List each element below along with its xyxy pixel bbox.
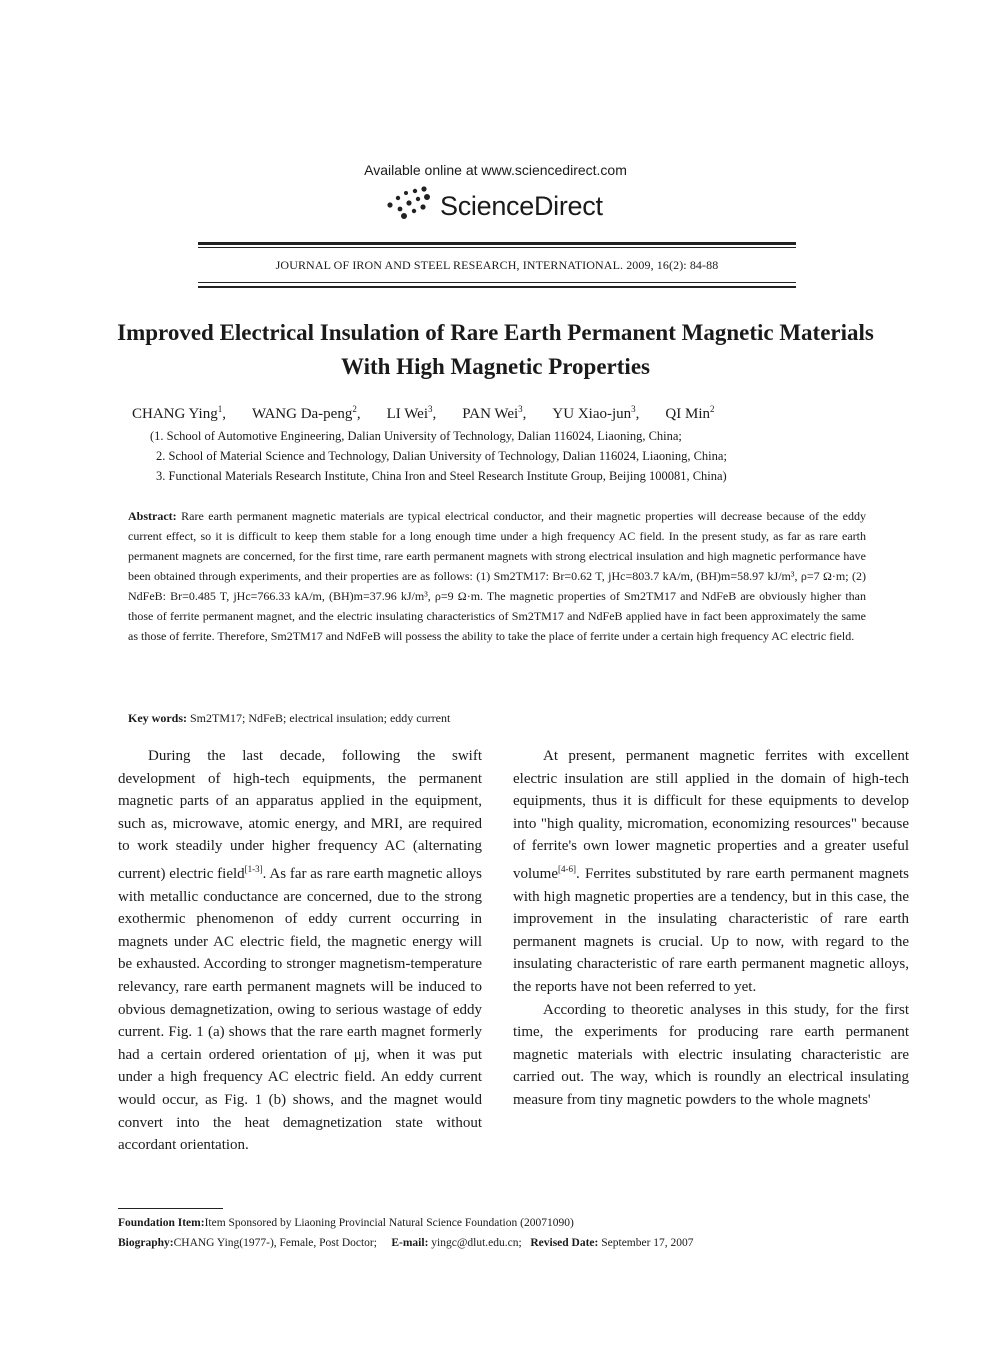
top-rule-thin [198,247,796,248]
affiliation-2: 2. School of Material Science and Technology, Dalian University of Technology, Dalian 116024, Liaoning, China; [156,449,727,463]
author-separator: , [522,406,527,422]
author [132,404,226,423]
author-affiliation-mark: 2 [352,404,357,414]
author-name: QI Min [665,406,711,422]
body-column-right [513,745,909,1112]
bottom-rule-thin [198,282,796,283]
author [552,404,639,423]
abstract [128,506,866,646]
biography-footnote [118,1237,694,1249]
revised-date-label: Revised Date: [530,1237,599,1249]
author-name: YU Xiao-jun [552,406,632,422]
author-separator: , [635,406,640,422]
author-name: PAN Wei [462,406,519,422]
author [665,404,714,423]
paragraph-text: . As far as rare earth magnetic alloys with metallic conductance are concerned, due to the strong exothermic phenomenon of eddy current occurring in magnets under AC electric field, the magnetic energy will be exhausted. According to stronger magnetism-temperature relevancy, rare earth permanent magnets will be induced to obvious demagnetization, owing to serious wastage of eddy current. Fig. 1 (a) shows that the rare earth magnet formerly had a certain ordered orientation of μj, when it was put under a high frequency AC electric field. An eddy current would occur, as Fig. 1 (b) shows, and the magnet would convert into the heat demagnetization state without accordant orientation. [118,865,483,1154]
citation: [1-3] [244,863,263,874]
paper-title: Improved Electrical Insulation of Rare Earth Permanent Magnetic Materials With High Magnetic Properties [117,320,874,379]
author-affiliation-mark: 1 [217,404,223,414]
author-affiliation-mark: 3 [428,404,433,414]
paragraph [118,745,482,1157]
author [387,404,437,423]
email-text: yingc@dlut.edu.cn; [431,1237,522,1249]
body-column-left [118,745,482,1157]
author-list [132,404,741,423]
email-label: E-mail: [391,1237,429,1249]
paragraph-text: According to theoretic analyses in this study, for the first time, the experiments for producing rare earth permanent magnetic materials with electric insulating characteristic are carried out. The way, which is roundly an electrical insulating measure from tiny magnetic powders to the whole magnets' [513,1001,909,1108]
author-separator: , [432,406,437,422]
author-name: WANG Da-peng [251,406,353,422]
affiliation-3: 3. Functional Materials Research Institute, China Iron and Steel Research Institute Group, Beijing 100081, China) [156,469,727,483]
top-rule-thick [198,242,796,245]
author-name: CHANG Ying [132,406,218,422]
paragraph-text: . Ferrites substituted by rare earth permanent magnets with high magnetic properties are a tendency, but in this case, the improvement in the insulating characteristic of rare earth permanent magnets is crucial. Up to now, with regard to the insulating characteristic of rare earth permanent magnetic alloys, the reports have not been referred to yet. [513,865,909,995]
foundation-footnote [118,1217,574,1229]
abstract-label: Abstract: [128,509,177,523]
author-separator: , [222,406,226,422]
author-separator: , [356,406,361,422]
author-affiliation-mark: 3 [518,404,523,414]
paragraph [513,745,909,999]
sciencedirect-dots-icon [380,183,440,223]
keywords [128,708,866,728]
keywords-text: Sm2TM17; NdFeB; electrical insulation; eddy current [190,711,451,725]
paragraph-text: At present, permanent magnetic ferrites with excellent electric insulation are still applied in the domain of high-tech equipments, thus it is difficult for these equipments to develop into "high quality, micromation, economizing resources" because of ferrite's own lower magnetic properties and a greater useful volume [513,748,909,882]
abstract-text: Rare earth permanent magnetic materials are typical electrical conductor, and their magnetic properties will decrease because of the eddy current effect, so it is difficult to keep them stable for a long enough time under a high frequency AC field. In the present study, as far as rare earth permanent magnets are concerned, for the first time, rare earth permanent magnets with strong electrical insulation and high magnetic performance have been obtained through experiments, and their properties are as follows: (1) Sm2TM17: Br=0.62 T, jHc=803.7 kA/m, (BH)m=58.97 kJ/m³, ρ=7 Ω·m; (2) NdFeB: Br=0.485 T, jHc=766.33 kA/m, (BH)m=37.96 kJ/m³, ρ=9 Ω·m. The magnetic properties of Sm2TM17 and NdFeB are obviously higher than those of ferrite permanent magnet, and the electric insulating characteristics of Sm2TM17 and NdFeB applied have in fact been approximately the same as those of ferrite. Therefore, Sm2TM17 and NdFeB will possess the ability to take the place of ferrite under a certain high frequency AC electric field. [128,509,866,643]
affiliation-1: (1. School of Automotive Engineering, Dalian University of Technology, Dalian 116024, Liaoning, China; [150,429,682,443]
citation: [4-6] [558,863,576,874]
author [462,404,526,423]
foundation-text: Item Sponsored by Liaoning Provincial Natural Science Foundation (20071090) [204,1217,574,1229]
footnote-rule [118,1208,223,1209]
sciencedirect-logo [380,183,620,223]
bottom-rule-thick [198,286,796,288]
author-affiliation-mark: 2 [710,404,715,414]
journal-citation: JOURNAL OF IRON AND STEEL RESEARCH, INTERNATIONAL. 2009, 16(2): 84-88 [275,258,719,272]
biography-text: CHANG Ying(1977-), Female, Post Doctor; [173,1237,377,1249]
available-online-text: Available online at www.sciencedirect.com [364,162,627,178]
author-affiliation-mark: 3 [631,404,636,414]
keywords-label: Key words: [128,711,187,725]
revised-date-text: September 17, 2007 [601,1237,694,1249]
author-name: LI Wei [386,406,429,422]
sciencedirect-wordmark: ScienceDirect [440,191,603,221]
paragraph-text: During the last decade, following the swift development of high-tech equipments, the permanent magnetic parts of an apparatus applied in the equipment, such as, microwave, atomic energy, and MRI, are required to work steadily under higher frequency AC (alternating current) electric field [118,748,482,882]
paragraph [513,999,909,1112]
foundation-label: Foundation Item: [118,1217,205,1229]
author [252,404,361,423]
biography-label: Biography: [118,1237,174,1249]
